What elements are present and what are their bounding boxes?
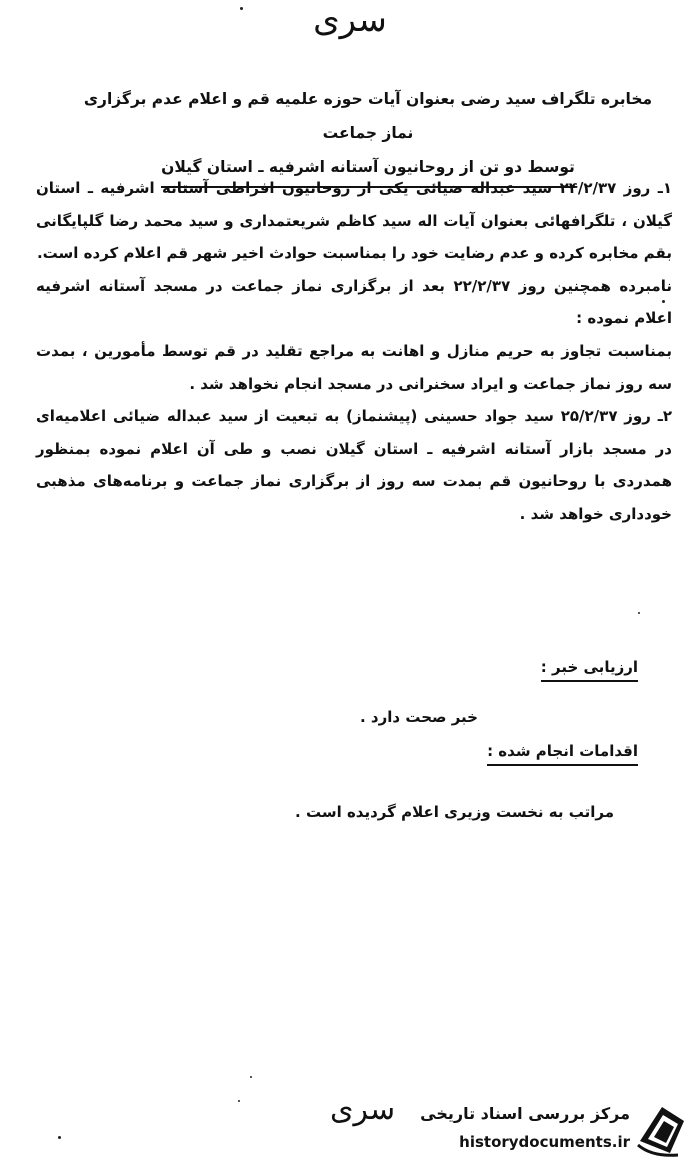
evaluation-label-row [541, 658, 638, 682]
classification-header: سری [313, 0, 387, 40]
brand-url: historydocuments.ir [459, 1133, 630, 1151]
subject-line-2: توسط دو تن از روحانیون آستانه اشرفیه ـ استان گیلان [161, 150, 575, 188]
evaluation-text: خبر صحت دارد . [360, 708, 478, 726]
actions-label-row [487, 742, 638, 766]
archive-logo-icon [634, 1101, 690, 1159]
paragraph-2: نامبرده همچنین روز ۲۲/۲/۳۷ بعد از برگزاری نماز جماعت در مسجد آستانه اشرفیه اعلام نموده : [36, 276, 672, 328]
actions-text: مراتب به نخست وزیری اعلام گردیده است . [295, 803, 614, 821]
watermark-brand [414, 1101, 690, 1161]
scan-speck [58, 1136, 61, 1139]
scan-speck [238, 1100, 240, 1102]
paragraph-1: ۱ـ روز ۲۴/۲/۳۷ سید عبداله ضیائی یکی از روحانیون افراطی آستانه اشرفیه ـ استان گیلان ، تلگرافهائی بعنوان آیات اله سید کاظم شریعتمداری و سید محمد رضا گلپایگانی بقم مخابره کرده و عدم رضایت خود را بمناسبت حوادث اخیر شهر قم اعلام کرده است. [36, 179, 672, 263]
classification-footer: سری [330, 1092, 396, 1127]
evaluation-label: ارزیابی خبر : [541, 658, 638, 682]
scan-speck [250, 1076, 252, 1078]
brand-name: مرکز بررسی اسناد تاریخی [420, 1104, 630, 1123]
actions-label: اقدامات انجام شده : [487, 742, 638, 766]
subject-line-1: مخابره تلگراف سید رضی بعنوان آیات حوزه علمیه قم و اعلام عدم برگزاری نماز جماعت [83, 90, 653, 142]
paragraph-3: بمناسبت تجاوز به حریم منازل و اهانت به مراجع تقلید در قم توسط مأمورین ، بمدت سه روز نماز جماعت و ایراد سخنرانی در مسجد انجام نخواهد شد . [36, 341, 672, 393]
paragraph-4: ۲ـ روز ۲۵/۲/۳۷ سید جواد حسینی (پیشنماز) به تبعیت از سید عبداله ضیائی اعلامیه‌ای در مسجد بازار آستانه اشرفیه ـ استان گیلان نصب و طی آن اعلام نموده بمنظور همدردی با روحانیون قم بمدت سه روز از برگزاری نماز جماعت و برنامه‌های مذهبی خودداری خواهد شد . [36, 407, 672, 523]
document-body [36, 172, 672, 531]
scan-speck [638, 612, 640, 614]
